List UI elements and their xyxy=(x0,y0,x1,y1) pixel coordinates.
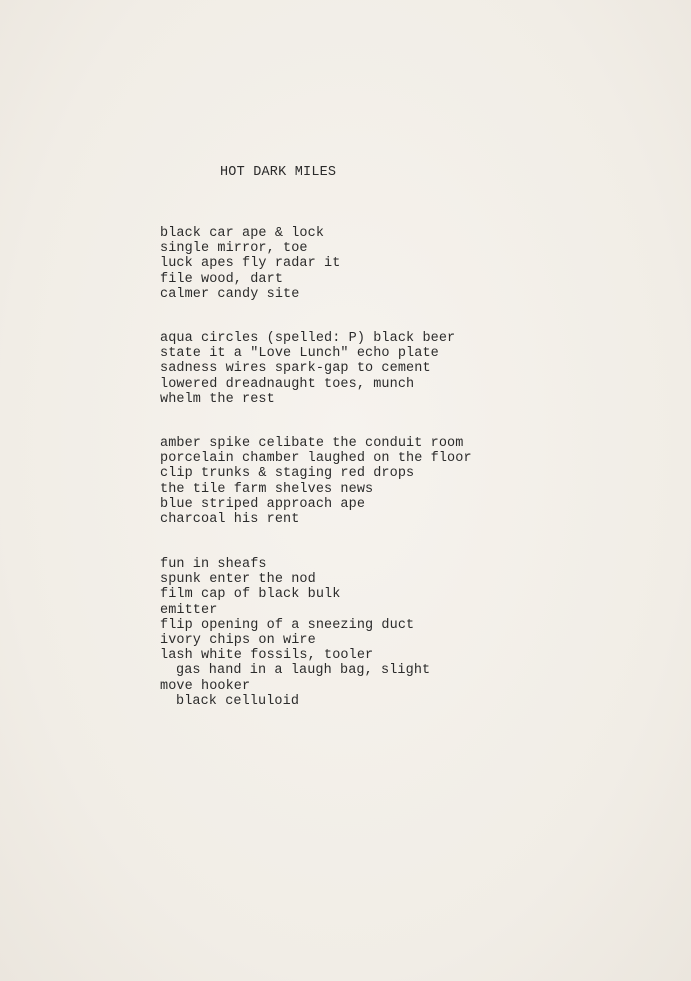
poem-line: calmer candy site xyxy=(160,286,300,302)
poem-title: HOT DARK MILES xyxy=(220,165,337,180)
poem-line: charcoal his rent xyxy=(160,512,300,528)
poem-line: move hooker xyxy=(160,678,251,694)
stanza-3 xyxy=(160,436,472,527)
poem-line: black car ape & lock xyxy=(160,226,325,241)
poem-line: whelm the rest xyxy=(160,391,275,407)
poem-line: lash white fossils, tooler xyxy=(160,648,374,664)
poem-line: file wood, dart xyxy=(160,271,284,287)
poem-line: emitter xyxy=(160,602,218,618)
poem-line: blue striped approach ape xyxy=(160,496,366,512)
poem-line: luck apes fly radar it xyxy=(160,256,341,272)
poem-line: ivory chips on wire xyxy=(160,633,316,649)
poem-line: film cap of black bulk xyxy=(160,587,341,603)
poem-line: single mirror, toe xyxy=(160,241,308,257)
poem-line: aqua circles (spelled: P) black beer xyxy=(160,331,456,346)
poem-line: state it a "Love Lunch" echo plate xyxy=(160,346,439,362)
poem-line: gas hand in a laugh bag, slight xyxy=(176,663,431,679)
poem-line: flip opening of a sneezing duct xyxy=(160,617,415,633)
poem-line: the tile farm shelves news xyxy=(160,481,374,497)
poem-line: clip trunks & staging red drops xyxy=(160,466,415,482)
poem-line: fun in sheafs xyxy=(160,557,267,572)
poem-line: sadness wires spark-gap to cement xyxy=(160,361,431,377)
poem-line: amber spike celibate the conduit room xyxy=(160,436,464,451)
poem-line: porcelain chamber laughed on the floor xyxy=(160,451,472,467)
poem-line: black celluloid xyxy=(176,693,300,709)
stanza-4 xyxy=(160,557,430,709)
stanza-1 xyxy=(160,226,340,302)
poem-line: lowered dreadnaught toes, munch xyxy=(160,376,415,392)
poem-line: spunk enter the nod xyxy=(160,572,316,588)
stanza-2 xyxy=(160,331,455,407)
